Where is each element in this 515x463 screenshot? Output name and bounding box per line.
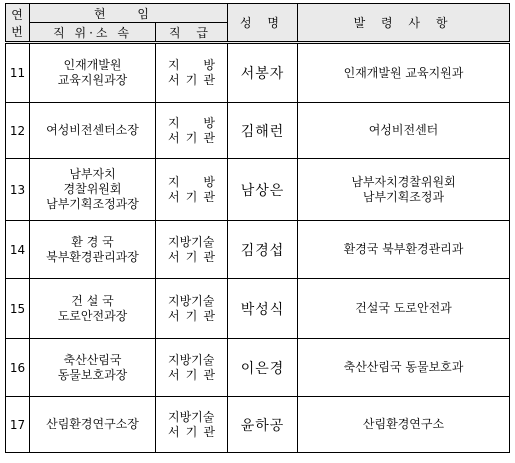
table-row (6, 43, 510, 103)
cell-line: 여성비전센터 (368, 123, 439, 137)
header-position: 직 위·소 속 (30, 23, 156, 43)
cell-no: 12 (6, 103, 30, 159)
header-no: 연 번 (6, 4, 30, 43)
cell-rank (156, 339, 228, 397)
cell-line: 서 기 관 (168, 424, 215, 439)
cell-line: 남부기획조정과장 (46, 197, 139, 211)
cell-name: 이은경 (228, 339, 298, 397)
cell-line: 서 기 관 (168, 249, 215, 264)
header-rank: 직 급 (156, 23, 228, 43)
cell-line: 지 방 (168, 58, 215, 72)
cell-name: 서봉자 (228, 43, 298, 103)
cell-rank (156, 397, 228, 453)
cell-line: 경찰위원회 (63, 182, 122, 196)
cell-line: 남부자치 (69, 167, 116, 181)
cell-position (30, 221, 156, 279)
cell-name: 윤하공 (228, 397, 298, 453)
cell-position (30, 339, 156, 397)
cell-line: 지방기술 (168, 293, 215, 308)
cell-rank (156, 103, 228, 159)
cell-line: 환 경 국 (71, 234, 114, 249)
cell-line: 지방기술 (168, 409, 215, 424)
cell-order (298, 159, 510, 221)
cell-position (30, 397, 156, 453)
cell-rank (156, 221, 228, 279)
cell-line: 산림환경연구소 (362, 417, 445, 431)
cell-rank (156, 279, 228, 339)
cell-name: 김해런 (228, 103, 298, 159)
cell-line: 지방기술 (168, 352, 215, 367)
cell-no: 15 (6, 279, 30, 339)
cell-name: 김경섭 (228, 221, 298, 279)
cell-position (30, 159, 156, 221)
cell-line: 산림환경연구소장 (46, 417, 139, 431)
cell-line: 서 기 관 (168, 308, 215, 323)
cell-no: 16 (6, 339, 30, 397)
header-name: 성 명 (228, 4, 298, 43)
cell-no: 17 (6, 397, 30, 453)
cell-line: 도로안전과장 (57, 308, 128, 323)
cell-line: 북부환경관리과장 (46, 249, 139, 264)
cell-order (298, 221, 510, 279)
cell-no: 14 (6, 221, 30, 279)
cell-position (30, 279, 156, 339)
cell-no: 13 (6, 159, 30, 221)
table-row (6, 397, 510, 453)
cell-order (298, 339, 510, 397)
cell-line: 남부기획조정과 (362, 189, 445, 204)
cell-order (298, 397, 510, 453)
cell-line: 축산산림국 (63, 352, 122, 367)
cell-order (298, 103, 510, 159)
cell-line: 인재개발원 교육지원과 (343, 65, 464, 80)
cell-line: 동물보호과장 (57, 367, 128, 382)
cell-rank (156, 159, 228, 221)
cell-name: 남상은 (228, 159, 298, 221)
header-order: 발 령 사 항 (298, 4, 510, 43)
table-row (6, 339, 510, 397)
cell-line: 남부자치경찰위원회 (351, 174, 456, 189)
table-row (6, 103, 510, 159)
cell-rank (156, 43, 228, 103)
cell-line: 건설국 도로안전과 (355, 301, 452, 315)
cell-line: 지 방 (168, 115, 215, 130)
header-current: 현 임 (30, 4, 228, 23)
cell-line: 축산산림국 동물보호과 (343, 360, 464, 374)
cell-line: 서 기 관 (168, 73, 215, 87)
cell-position (30, 43, 156, 103)
cell-name: 박성식 (228, 279, 298, 339)
cell-line: 서 기 관 (168, 130, 215, 145)
cell-no: 11 (6, 43, 30, 103)
table-row (6, 159, 510, 221)
cell-order (298, 279, 510, 339)
cell-line: 지방기술 (168, 234, 215, 249)
table-row (6, 279, 510, 339)
personnel-table (5, 3, 510, 453)
table-row (6, 221, 510, 279)
cell-line: 서 기 관 (168, 367, 215, 382)
cell-line: 여성비전센터소장 (46, 123, 139, 137)
cell-line: 건 설 국 (71, 293, 114, 308)
cell-line: 환경국 북부환경관리과 (343, 242, 464, 256)
cell-line: 인재개발원 (63, 58, 122, 72)
cell-line: 교육지원과장 (57, 73, 128, 87)
cell-line: 서 기 관 (168, 189, 215, 204)
cell-order (298, 43, 510, 103)
cell-line: 지 방 (168, 174, 215, 189)
cell-position (30, 103, 156, 159)
